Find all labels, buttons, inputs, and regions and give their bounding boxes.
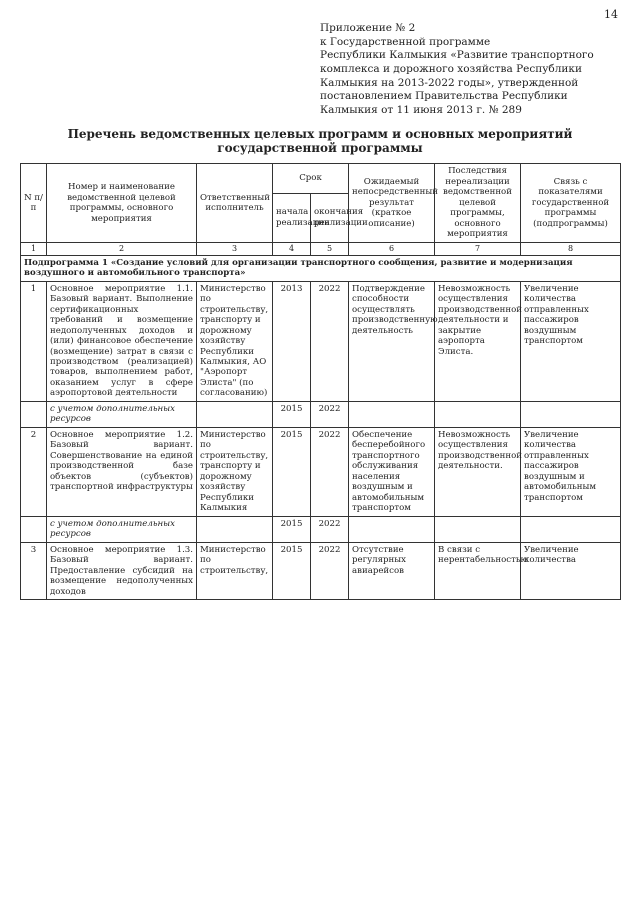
measure-consequence: В связи с нерентабельностью <box>435 542 521 599</box>
column-number: 3 <box>197 242 273 255</box>
column-number: 7 <box>435 242 521 255</box>
measure-end: 2022 <box>311 281 349 401</box>
appendix-line: к Государственной программе <box>320 35 491 48</box>
appendix-line: комплекса и дорожного хозяйства Республики <box>320 62 582 75</box>
header-executor: Ответственный исполнитель <box>197 164 273 242</box>
measure-executor: Министерство по строительству, транспорту и дорожному хозяйству Республики Калмыкия, АО "Аэропорт Элиста" (по согласованию) <box>197 281 273 401</box>
measure-link: Увеличение количества отправленных пассажиров воздушным транспортом <box>521 281 621 401</box>
measure-start: 2015 <box>273 542 311 599</box>
appendix-line: Республики Калмыкия «Развитие транспортного <box>320 49 594 62</box>
column-number: 5 <box>311 242 349 255</box>
column-numbers-row <box>21 242 621 255</box>
row-number: 3 <box>21 542 47 599</box>
table-row <box>21 516 621 542</box>
extra-resources-label: с учетом дополнительных ресурсов <box>47 516 197 542</box>
measure-consequence: Невозможность осуществления производственной деятельности. <box>435 427 521 516</box>
header-row <box>21 164 621 193</box>
appendix-header <box>320 22 620 117</box>
measure-executor: Министерство по строительству, <box>197 542 273 599</box>
column-number: 2 <box>47 242 197 255</box>
appendix-line: Приложение № 2 <box>320 22 416 34</box>
table-row <box>21 427 621 516</box>
document-title: Перечень ведомственных целевых программ и основных мероприятий государственной программы <box>67 127 573 156</box>
header-number: N п/п <box>21 164 47 242</box>
page-number: 14 <box>604 8 618 21</box>
measure-end: 2022 <box>311 427 349 516</box>
column-number: 1 <box>21 242 47 255</box>
row-number: 2 <box>21 427 47 516</box>
measures-table <box>20 163 621 600</box>
extra-resources-label: с учетом дополнительных ресурсов <box>47 401 197 427</box>
measure-start: 2015 <box>273 427 311 516</box>
column-number: 4 <box>273 242 311 255</box>
measure-consequence: Невозможность осуществления производственной деятельности и закрытие аэропорта Элиста. <box>435 281 521 401</box>
table-row <box>21 401 621 427</box>
measure-result: Обеспечение бесперебойного транспортного обслуживания населения воздушным и автомобильным транспортом <box>349 427 435 516</box>
measure-result: Подтверждение способности осуществлять производственную деятельность <box>349 281 435 401</box>
row-number: 1 <box>21 281 47 401</box>
table-row <box>21 542 621 599</box>
measure-result: Отсутствие регулярных авиарейсов <box>349 542 435 599</box>
header-link: Связь с показателями государственной программы (подпрограммы) <box>521 164 621 242</box>
header-end: окончания реализации <box>311 193 349 242</box>
subprogram-row <box>21 255 621 281</box>
column-number: 8 <box>521 242 621 255</box>
header-term: Срок <box>273 164 349 193</box>
measure-name: Основное мероприятие 1.2. Базовый вариант. Совершенствование на единой производственной базе объектов (субъектов) транспортной инфраструктуры <box>47 427 197 516</box>
extra-end: 2022 <box>311 516 349 542</box>
extra-start: 2015 <box>273 401 311 427</box>
measure-end: 2022 <box>311 542 349 599</box>
header-result: Ожидаемый непосредственный результат (краткое описание) <box>349 164 435 242</box>
header-start: начала реализации <box>273 193 311 242</box>
extra-start: 2015 <box>273 516 311 542</box>
subprogram-title: Подпрограмма 1 «Создание условий для организации транспортного сообщения, развитие и модернизация воздушного и автомобильного транспорта» <box>21 255 621 281</box>
table-row <box>21 281 621 401</box>
appendix-line: Калмыкия на 2013-2022 годы», утвержденной <box>320 76 579 89</box>
appendix-line: Калмыкия от 11 июня 2013 г. № 289 <box>320 103 522 116</box>
measure-link: Увеличение количества <box>521 542 621 599</box>
column-number: 6 <box>349 242 435 255</box>
header-consequence: Последствия нереализации ведомственной целевой программы, основного мероприятия <box>435 164 521 242</box>
measure-start: 2013 <box>273 281 311 401</box>
extra-end: 2022 <box>311 401 349 427</box>
measure-link: Увеличение количества отправленных пассажиров воздушным и автомобильным транспортом <box>521 427 621 516</box>
appendix-line: постановлением Правительства Республики <box>320 90 568 103</box>
measure-name: Основное мероприятие 1.3. Базовый вариант. Предоставление субсидий на возмещение недополученных доходов <box>47 542 197 599</box>
measure-executor: Министерство по строительству, транспорту и дорожному хозяйству Республики Калмыкия <box>197 427 273 516</box>
header-name: Номер и наименование ведомственной целевой программы, основного мероприятия <box>47 164 197 242</box>
measure-name: Основное мероприятие 1.1. Базовый вариант. Выполнение сертификационных требований и возмещение недополученных доходов и (или) финансовое обеспечение (возмещение) затрат в связи с производством (реализацией) товаров, выполнением работ, оказанием услуг в сфере аэропортовой деятельности <box>47 281 197 401</box>
